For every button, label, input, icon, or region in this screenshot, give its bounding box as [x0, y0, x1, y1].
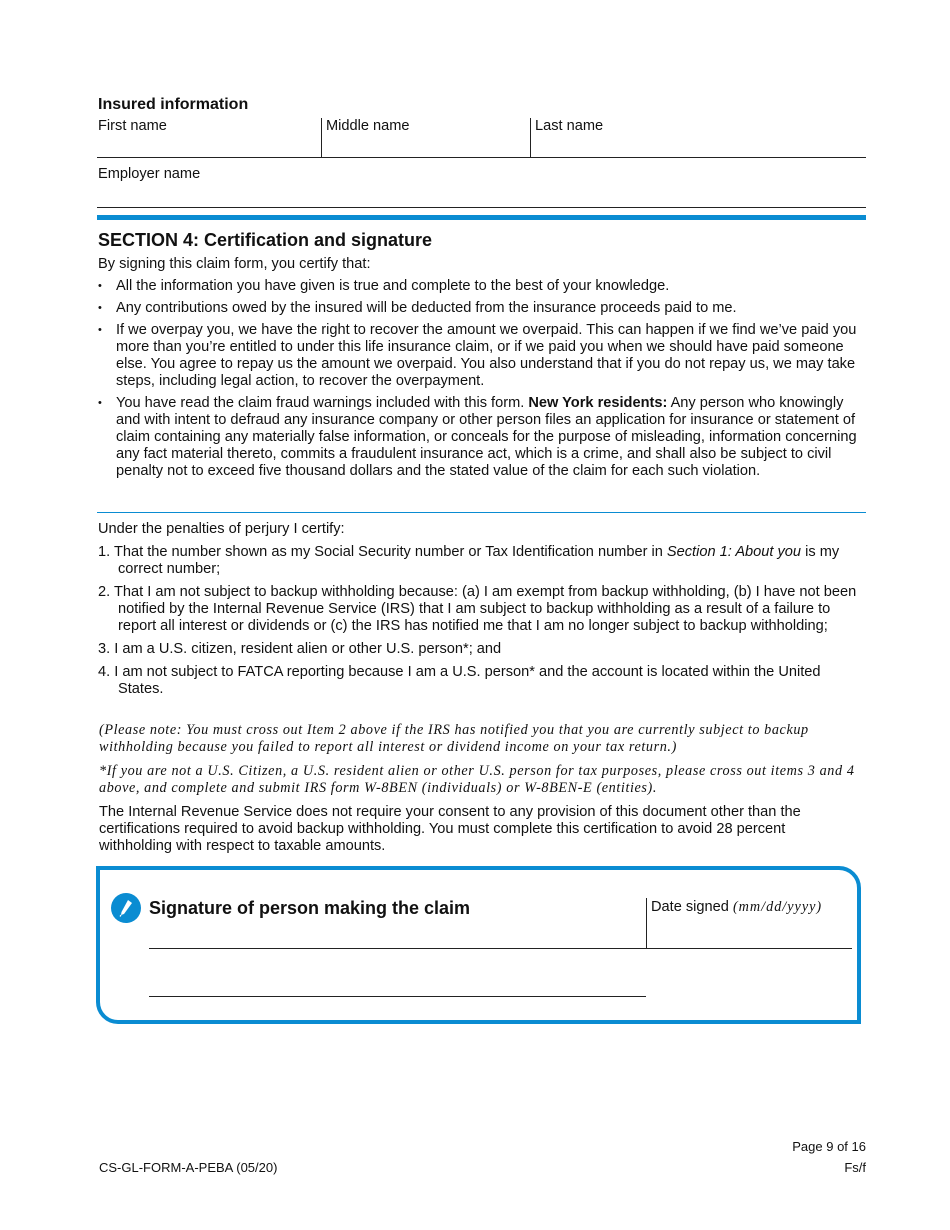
- certification-item: • Any contributions owed by the insured will be deducted from the insurance proceeds paid to me.: [98, 300, 737, 316]
- signature-field[interactable]: [149, 952, 646, 996]
- pen-icon: [111, 893, 141, 923]
- perjury-list: [98, 544, 866, 704]
- insured-info-heading: Insured information: [98, 96, 249, 113]
- perjury-item: 1. That the number shown as my Social Security number or Tax Identification number in Section 1: About you is my correct number;: [98, 544, 840, 577]
- irs-consent-text: The Internal Revenue Service does not require your consent to any provision of this document other than the certifications required to avoid backup withholding. You must complete this certification to avoid 28 percent withholding with respect to taxable amounts.: [99, 804, 801, 854]
- employer-bottom-line: [97, 207, 866, 208]
- perjury-item: 4. I am not subject to FATCA reporting because I am a U.S. person* and the account is located within the United States.: [98, 664, 821, 697]
- section4-intro: By signing this claim form, you certify that:: [98, 256, 371, 272]
- date-signed-field[interactable]: [647, 920, 852, 948]
- perjury-item: 3. I am a U.S. citizen, resident alien or other U.S. person*; and: [98, 641, 502, 657]
- non-us-person-note: *If you are not a U.S. Citizen, a U.S. resident alien or other U.S. person for tax purposes, please cross out items 3 and 4 above, and complete and submit IRS form W-8BEN (individuals) or W-8BEN-E (entities).: [99, 763, 855, 796]
- date-signed-label: Date signed (mm/dd/yyyy): [651, 899, 823, 915]
- certification-item: • All the information you have given is true and complete to the best of your knowledge.: [98, 278, 670, 294]
- form-code: CS-GL-FORM-A-PEBA (05/20): [99, 1160, 278, 1175]
- last-name-field[interactable]: [531, 119, 866, 157]
- certification-list: [98, 278, 860, 485]
- signature-line: [149, 996, 646, 997]
- new-york-residents-label: New York residents:: [528, 395, 668, 411]
- employer-name-label: Employer name: [98, 166, 201, 182]
- middle-name-field[interactable]: [322, 119, 530, 157]
- name-row-bottom-line: [97, 157, 866, 158]
- certification-item: • If we overpay you, we have the right to recover the amount we overpaid. This can happen if we find we’ve paid you more than you’re entitled to under this life insurance claim, or if we paid you when we should have paid someone else. You agree to repay us the amount we overpaid. You also understand that if you do not repay us, we may take steps, including legal action, to recover the overpayment.: [98, 322, 857, 389]
- last-name-label: Last name: [535, 118, 604, 134]
- first-name-field[interactable]: [97, 119, 321, 157]
- thin-divider: [97, 512, 866, 513]
- page-number: Page 9 of 16: [792, 1139, 866, 1154]
- section4-title: SECTION 4: Certification and signature: [98, 230, 433, 250]
- footer-code: Fs/f: [844, 1160, 866, 1175]
- perjury-item: 2. That I am not subject to backup withholding because: (a) I am exempt from backup withholding, (b) I have not been notified by the Internal Revenue Service (IRS) that I am subject to backup withholding as a result of a failure to report all interest or dividends or (c) the IRS has notified me that I am no longer subject to backup withholding;: [98, 584, 857, 634]
- backup-withholding-note: (Please note: You must cross out Item 2 above if the IRS has notified you that you are currently subject to backup withholding because you failed to report all interest or dividend income on your tax return.): [99, 722, 809, 755]
- first-name-label: First name: [98, 118, 167, 134]
- signature-title: Signature of person making the claim: [149, 898, 471, 918]
- perjury-intro: Under the penalties of perjury I certify:: [98, 521, 345, 537]
- middle-name-label: Middle name: [326, 118, 410, 134]
- signature-line-top: [149, 948, 852, 949]
- employer-name-field[interactable]: [97, 166, 866, 206]
- certification-item: • You have read the claim fraud warnings included with this form. New York residents: Any person who knowingly and with intent to defraud any insurance company or other person files an application for insurance or statement of claim containing any materially false information, or conceals for the purpose of misleading, information concerning any fact material thereto, commits a fraudulent insurance act, which is a crime, and shall also be subject to civil penalty not to exceed five thousand dollars and the stated value of the claim for each such violation.: [98, 395, 857, 479]
- section-divider: [97, 215, 866, 220]
